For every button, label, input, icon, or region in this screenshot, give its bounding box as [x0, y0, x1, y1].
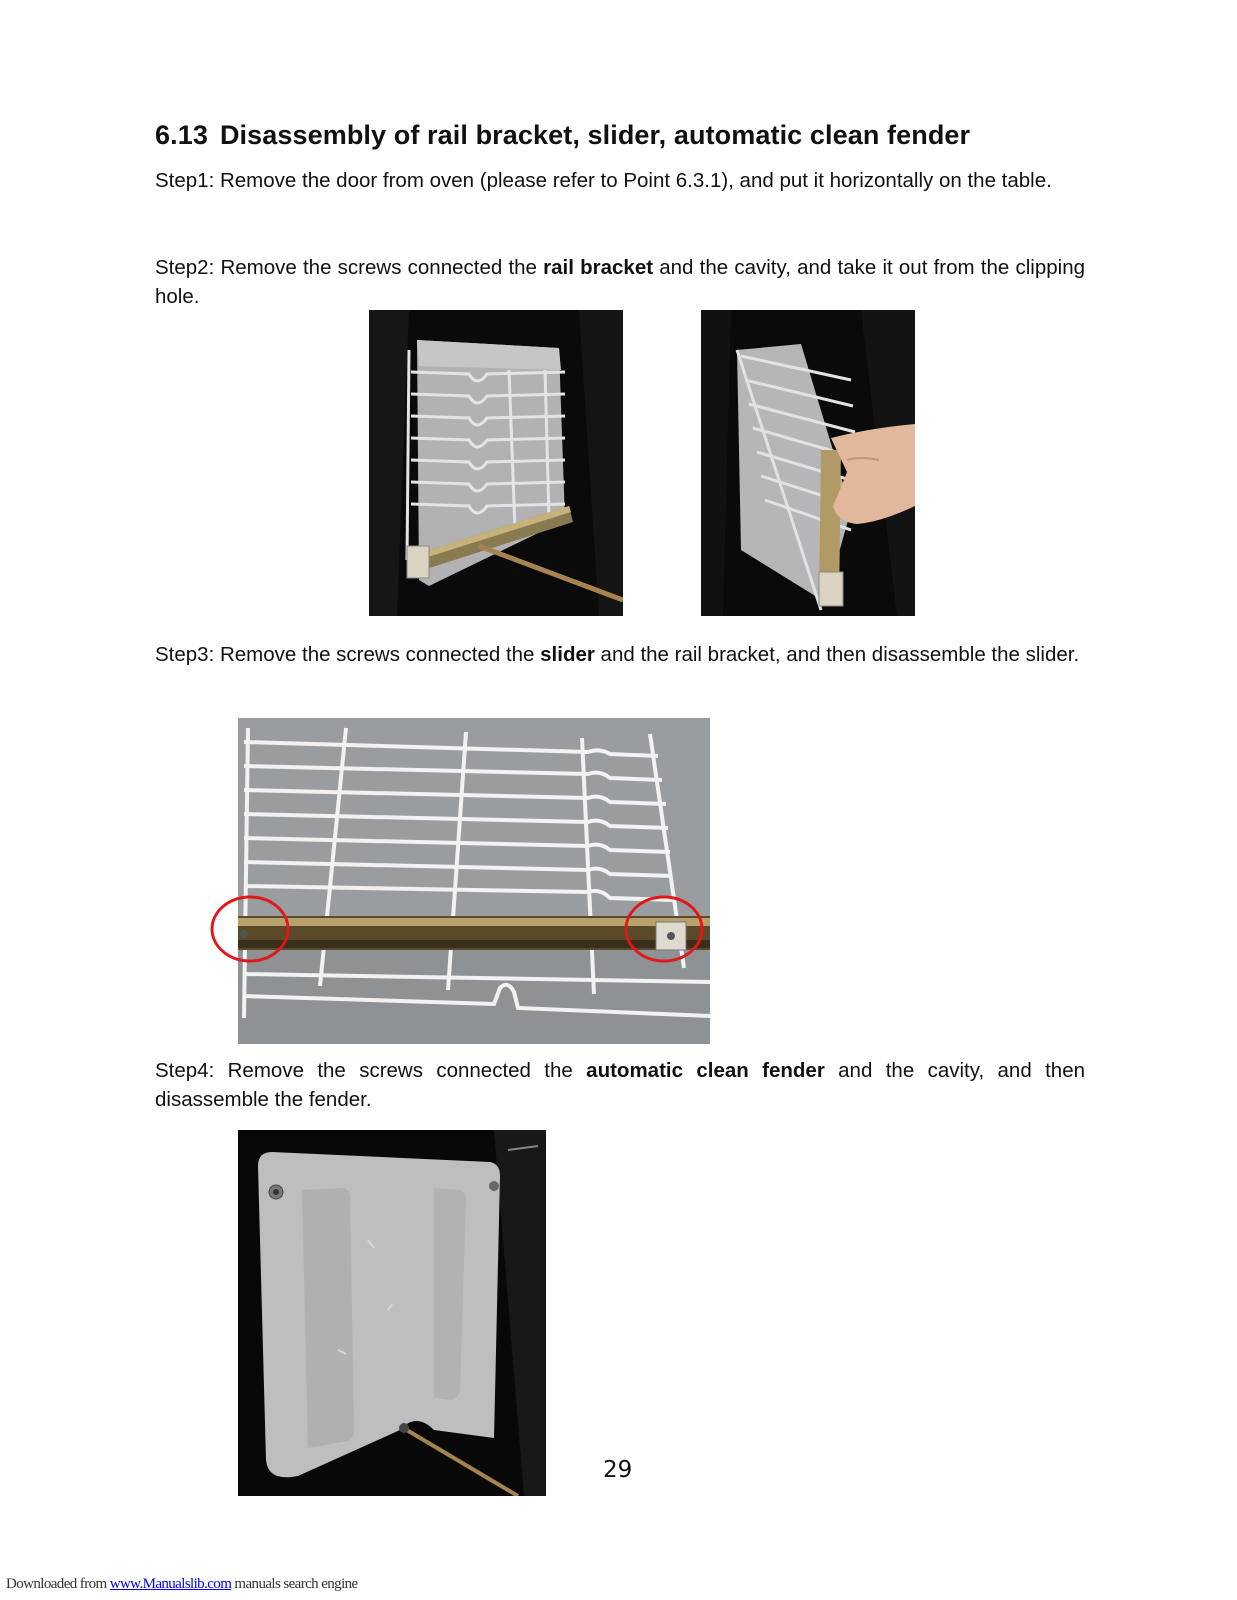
step-4-term: automatic clean fender	[586, 1059, 825, 1082]
manualslib-link[interactable]: www.Manualslib.com	[109, 1576, 232, 1592]
rail-bracket-photo	[369, 310, 623, 616]
footer-prefix: Downloaded from	[6, 1576, 110, 1592]
footer	[6, 1576, 358, 1593]
step-4-lead: Step4: Remove the screws connected the	[155, 1059, 587, 1082]
page-number: 29	[603, 1457, 633, 1483]
step-1-sentence: Step1: Remove the door from oven (please refer to Point 6.3.1), and put it horizontally on the table.	[155, 169, 1052, 192]
step-2-term: rail bracket	[543, 256, 654, 279]
footer-suffix: manuals search engine	[231, 1576, 358, 1592]
section-title: Disassembly of rail bracket, slider, automatic clean fender	[219, 120, 971, 150]
step-2-text	[155, 253, 1085, 311]
step-4-text	[155, 1056, 1085, 1114]
section-heading	[155, 120, 970, 151]
clean-fender-photo	[238, 1130, 546, 1496]
step-3-text	[155, 640, 1085, 669]
step-2-lead: Step2: Remove the screws connected the	[155, 256, 544, 279]
right-screw-highlight	[624, 894, 704, 964]
rail-bracket-removal-photo	[701, 310, 915, 616]
section-number: 6.13	[155, 120, 208, 150]
left-screw-highlight	[210, 894, 290, 964]
slider-photo	[238, 718, 710, 1044]
step-3-tail: and the rail bracket, and then disassemble the slider.	[594, 643, 1080, 666]
step-3-term: slider	[540, 643, 595, 666]
step-3-lead: Step3: Remove the screws connected the	[155, 643, 541, 666]
step-4-tail: and the cavity, and then disassemble the fender.	[155, 1059, 1085, 1111]
step-2-tail: and the cavity, and take it out from the clipping hole.	[155, 256, 1085, 308]
step-1-text	[155, 166, 1085, 195]
